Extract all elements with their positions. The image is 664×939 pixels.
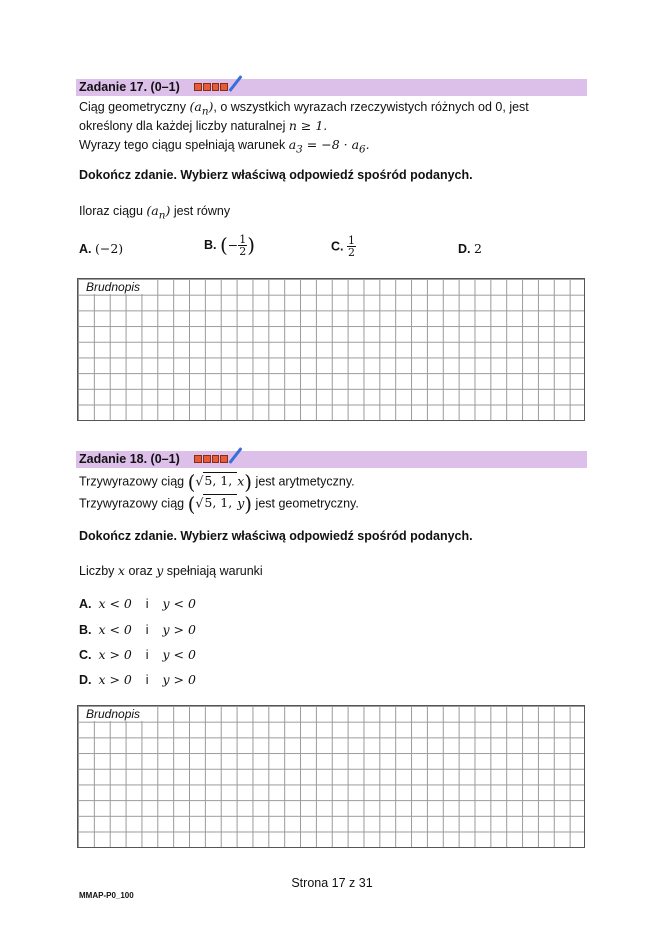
- task18-line1: Trzywyrazowy ciąg (√5, 1, x) jest arytmetyczny.: [79, 470, 355, 494]
- pencil-icon: [228, 447, 242, 464]
- exam-code: MMAP-P0_100: [79, 891, 134, 900]
- task18-question: Liczby x oraz y spełniają warunki: [79, 563, 263, 578]
- task17-title: Zadanie 17. (0–1): [79, 80, 180, 94]
- task17-option-d[interactable]: D. 2: [458, 241, 482, 256]
- task17-line1: Ciąg geometryczny $(a_n)$, o wszystkich wyrazach rzeczywistych różnych od 0, jest: [79, 99, 529, 118]
- score-badge-icon: [194, 455, 228, 463]
- task17-option-c[interactable]: C. $\frac{1}{2}$: [331, 234, 355, 259]
- task17-line3: Wyrazy tego ciągu spełniają warunek $a_3 = -8 \cdot a_6$.: [79, 137, 370, 156]
- task17-instruction: Dokończ zdanie. Wybierz właściwą odpowiedź spośród podanych.: [79, 168, 473, 182]
- score-badge-icon: [194, 83, 228, 91]
- task18-line2: Trzywyrazowy ciąg (√5, 1, y) jest geometryczny.: [79, 492, 359, 516]
- task18-option-d[interactable]: D. x > 0 i y > 0: [79, 672, 196, 687]
- task18-instruction: Dokończ zdanie. Wybierz właściwą odpowiedź spośród podanych.: [79, 529, 473, 543]
- page-number: Strona 17 z 31: [291, 876, 373, 890]
- scratch-label: Brudnopis: [79, 280, 146, 294]
- task17-line2: określony dla każdej liczby naturalnej n ≥ 1.: [79, 118, 328, 133]
- task17-option-a[interactable]: A. (−2): [79, 241, 124, 256]
- scratch-grid-17[interactable]: [77, 278, 585, 421]
- task18-option-c[interactable]: C. x > 0 i y < 0: [79, 647, 196, 662]
- task18-option-a[interactable]: A. x < 0 i y < 0: [79, 596, 196, 611]
- scratch-label: Brudnopis: [79, 707, 146, 721]
- task17-header: [76, 79, 587, 96]
- scratch-grid-18[interactable]: [77, 705, 585, 848]
- task17-question: Iloraz ciągu $(a_n)$ jest równy: [79, 203, 231, 222]
- task17-option-b[interactable]: B. (− $\frac{1}{2}$ ): [204, 232, 256, 258]
- pencil-icon: [228, 75, 242, 92]
- task18-title: Zadanie 18. (0–1): [79, 452, 180, 466]
- task18-option-b[interactable]: B. x < 0 i y > 0: [79, 622, 196, 637]
- task18-header: [76, 451, 587, 468]
